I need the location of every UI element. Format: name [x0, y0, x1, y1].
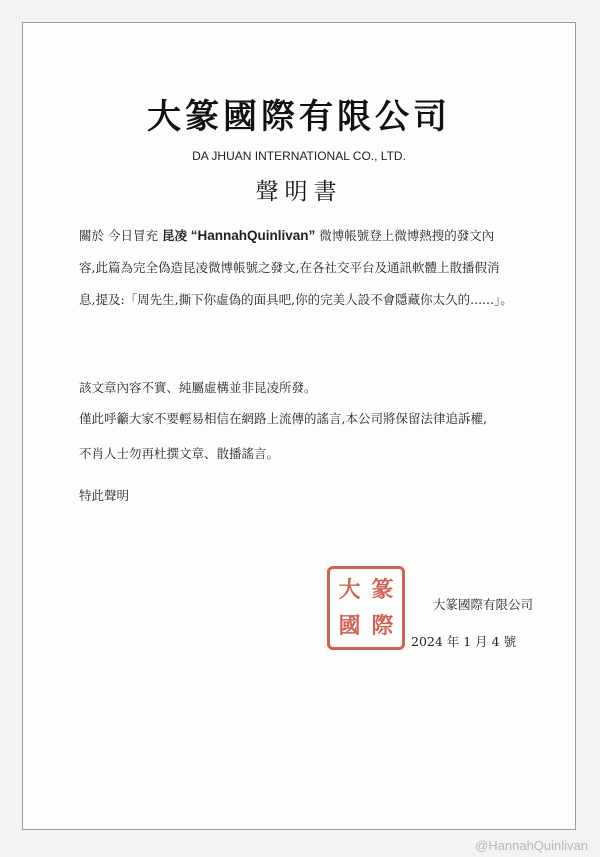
signature-company: 大篆國際有限公司: [433, 597, 534, 612]
company-name-chinese: 大篆國際有限公司: [147, 97, 451, 137]
seal-char-4: 際: [371, 613, 394, 639]
paragraph-1-intro: 關於 今日冒充: [79, 228, 162, 243]
paragraph-1-line-3: 息,提及:「周先生,撕下你虛偽的面具吧,你的完美人設不會隱藏你太久的......」。: [79, 292, 513, 307]
paragraph-3-text: 僅此呼籲大家不要輕易相信在網路上流傳的謠言,本公司將保留法律追訴權,: [79, 411, 487, 426]
seal-char-2: 篆: [371, 577, 394, 603]
paragraph-1-name: 昆凌: [161, 228, 187, 243]
document-page: [22, 22, 576, 830]
closing-statement-text: 特此聲明: [79, 488, 130, 503]
seal-char-1: 大: [338, 577, 361, 603]
paragraph-1-handle: “HannahQuinlivan”: [186, 228, 316, 243]
document-title: 聲明書: [255, 179, 343, 205]
weibo-watermark: @HannahQuinlivan: [475, 838, 588, 853]
paragraph-1-rest: 微博帳號登上微博熱搜的發文內: [315, 228, 495, 243]
company-seal-stamp: [327, 566, 405, 650]
paragraph-1-line-1: [79, 226, 494, 244]
signature-date: 2024 年 1 月 4 號: [411, 634, 517, 649]
seal-char-3: 國: [338, 613, 361, 639]
paragraph-1-line-2: 容,此篇為完全偽造昆凌微博帳號之發文,在各社交平台及通訊軟體上散播假消: [79, 260, 500, 275]
paragraph-2-text: 該文章內容不實、純屬虛構並非昆凌所發。: [79, 380, 317, 395]
company-name-english: DA JHUAN INTERNATIONAL CO., LTD.: [192, 149, 406, 163]
paragraph-4-text: 不肖人士勿再杜撰文章、散播謠言。: [79, 446, 280, 461]
